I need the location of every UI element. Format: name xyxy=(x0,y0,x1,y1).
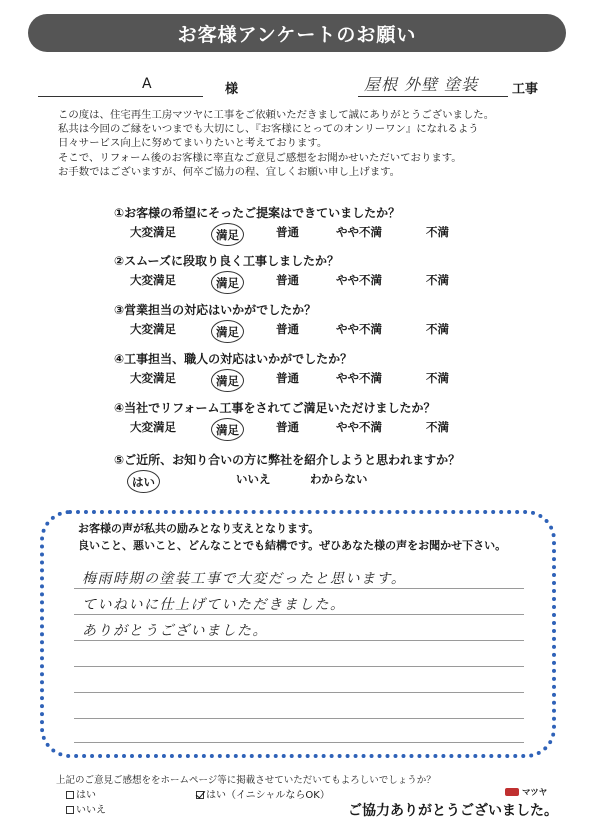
question-2 xyxy=(114,252,554,294)
intro-line: 日々サービス向上に努めてまいりたいと考えております。 xyxy=(58,137,328,150)
publish-option-no[interactable] xyxy=(66,801,106,816)
option-very-satisfied[interactable]: 大変満足 xyxy=(130,371,176,385)
question-text: ⑤ご近所、お知り合いの方に弊社を紹介しようと思われますか？ xyxy=(114,453,461,467)
question-1 xyxy=(114,204,554,246)
work-type-handwritten: 屋根 外壁 塗装 xyxy=(364,75,479,94)
option-somewhat-dissatisfied[interactable]: やや不満 xyxy=(336,371,382,385)
question-text: ④当社でリフォーム工事をされてご満足いただけましたか？ xyxy=(114,401,436,415)
customer-row xyxy=(38,72,548,100)
question-text: ①お客様の希望にそったご提案はできていましたか？ xyxy=(114,206,401,220)
voice-intro xyxy=(78,520,506,554)
option-yes[interactable]: はい xyxy=(132,475,155,489)
logo-mark-icon xyxy=(505,788,519,796)
option-neutral[interactable]: 普通 xyxy=(276,322,299,336)
option-somewhat-dissatisfied[interactable]: やや不満 xyxy=(336,273,382,287)
work-underline xyxy=(358,96,508,97)
thank-you-message: ご協力ありがとうございました。 xyxy=(348,803,558,819)
checkbox-icon[interactable] xyxy=(66,806,74,814)
publish-option-label: はい xyxy=(76,790,96,801)
question-6 xyxy=(114,451,554,493)
ruled-line xyxy=(74,742,524,743)
honorific: 様 xyxy=(225,82,239,97)
intro-line: この度は、住宅再生工房マツヤに工事をご依頼いただきまして誠にありがとうございました。 xyxy=(58,109,495,121)
option-dissatisfied[interactable]: 不満 xyxy=(426,273,449,287)
question-text: ③営業担当の対応はいかがでしたか？ xyxy=(114,303,317,317)
option-dissatisfied[interactable]: 不満 xyxy=(426,225,449,239)
option-neutral[interactable]: 普通 xyxy=(276,371,299,385)
publish-option-yes[interactable] xyxy=(66,786,96,801)
option-satisfied[interactable]: 満足 xyxy=(216,228,239,242)
publish-permission-question: 上記のご意見ご感想ををホームページ等に掲載させていただいてもよろしいでしょうか？ xyxy=(56,775,436,786)
title-banner xyxy=(28,14,566,52)
option-very-satisfied[interactable]: 大変満足 xyxy=(130,322,176,336)
ruled-line xyxy=(74,718,524,719)
option-dissatisfied[interactable]: 不満 xyxy=(426,371,449,385)
customer-voice-box xyxy=(40,510,556,758)
intro-line: お手数ではございますが、何卒ご協力の程、宜しくお願い申し上げます。 xyxy=(58,165,401,178)
handwritten-comment: 梅雨時期の塗装工事で大変だったと思います。 xyxy=(82,571,407,587)
ruled-line xyxy=(74,614,524,615)
publish-option-label: いいえ xyxy=(76,805,106,816)
voice-intro-line: 良いこと、悪いこと、どんなことでも結構です。ぜひあなた様の声をお聞かせ下さい。 xyxy=(78,539,507,552)
option-dissatisfied[interactable]: 不満 xyxy=(426,322,449,336)
option-dont-know[interactable]: わからない xyxy=(310,472,368,486)
option-somewhat-dissatisfied[interactable]: やや不満 xyxy=(336,420,382,434)
option-very-satisfied[interactable]: 大変満足 xyxy=(130,273,176,287)
checked-checkbox-icon[interactable] xyxy=(196,791,204,799)
option-somewhat-dissatisfied[interactable]: やや不満 xyxy=(336,225,382,239)
intro-line: 私共は今回のご縁をいつまでも大切にし、『お客様にとってのオンリーワン』になれるよう xyxy=(58,123,479,136)
option-very-satisfied[interactable]: 大変満足 xyxy=(130,225,176,239)
customer-name: A xyxy=(142,76,152,92)
option-satisfied[interactable]: 満足 xyxy=(216,325,239,339)
option-somewhat-dissatisfied[interactable]: やや不満 xyxy=(336,322,382,336)
question-3 xyxy=(114,301,554,343)
name-underline xyxy=(38,96,203,97)
option-neutral[interactable]: 普通 xyxy=(276,273,299,287)
option-dissatisfied[interactable]: 不満 xyxy=(426,420,449,434)
question-text: ②スムーズに段取り良く工事しましたか？ xyxy=(114,254,339,268)
handwritten-comment: ありがとうございました。 xyxy=(82,623,268,639)
question-5 xyxy=(114,399,554,441)
publish-option-label: はい（イニシャルならOK） xyxy=(206,790,330,801)
question-text: ④工事担当、職人の対応はいかがでしたか？ xyxy=(114,352,353,366)
ruled-line xyxy=(74,666,524,667)
publish-option-initials[interactable] xyxy=(196,786,330,801)
handwritten-comment: ていねいに仕上げていただきました。 xyxy=(82,597,346,613)
ruled-line xyxy=(74,692,524,693)
voice-intro-line: お客様の声が私共の励みとなり支えとなります。 xyxy=(78,522,320,535)
intro-line: そこで、リフォーム後のお客様に率直なご意見ご感想をお聞かせいただいております。 xyxy=(58,151,462,164)
option-neutral[interactable]: 普通 xyxy=(276,225,299,239)
logo-text: マツヤ xyxy=(522,788,548,798)
option-satisfied[interactable]: 満足 xyxy=(216,276,239,290)
company-logo xyxy=(505,786,547,798)
work-suffix: 工事 xyxy=(512,82,539,97)
checkbox-icon[interactable] xyxy=(66,791,74,799)
ruled-line xyxy=(74,588,524,589)
ruled-line xyxy=(74,640,524,641)
page-title: お客様アンケートのお願い xyxy=(177,23,417,46)
option-satisfied[interactable]: 満足 xyxy=(216,374,239,388)
intro-paragraph xyxy=(58,108,558,179)
question-4 xyxy=(114,350,554,392)
option-satisfied[interactable]: 満足 xyxy=(216,423,239,437)
option-neutral[interactable]: 普通 xyxy=(276,420,299,434)
option-very-satisfied[interactable]: 大変満足 xyxy=(130,420,176,434)
option-no[interactable]: いいえ xyxy=(236,472,271,486)
